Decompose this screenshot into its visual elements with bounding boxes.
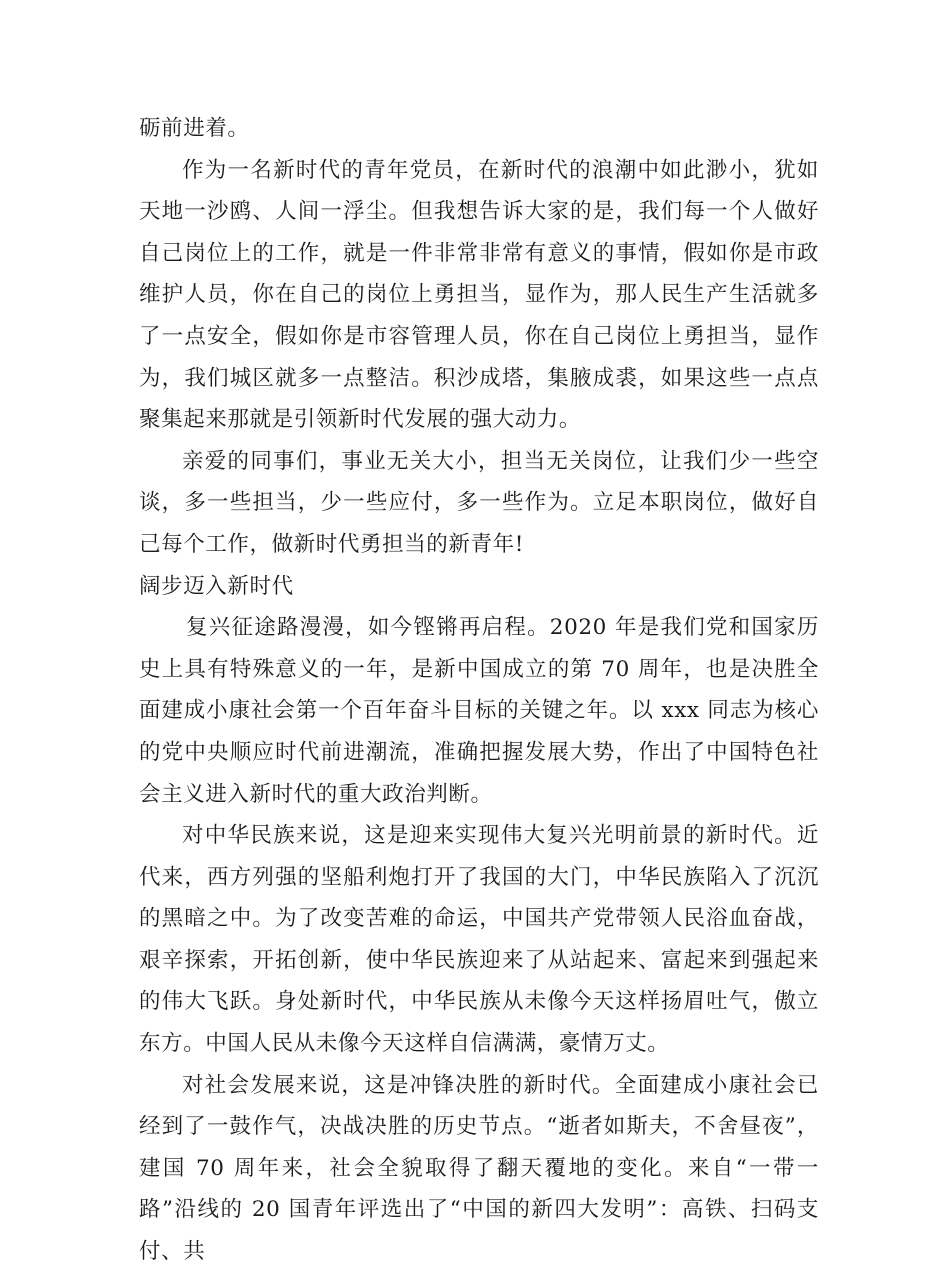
section-heading: 阔步迈入新时代 (139, 573, 294, 599)
document-body (139, 108, 819, 1273)
paragraph-dear-colleagues: 亲爱的同事们，事业无关大小，担当无关岗位，让我们少一些空谈，多一些担当，少一些应付，多一些作为。立足本职岗位，做好自己每个工作，做新时代勇担当的新青年! (139, 448, 819, 557)
paragraph-young-party-member: 作为一名新时代的青年党员，在新时代的浪潮中如此渺小，犹如天地一沙鸥、人间一浮尘。但我想告诉大家的是，我们每一个人做好自己岗位上的工作，就是一件非常非常有意义的事情，假如你是市政维护人员，你在自己的岗位上勇担当，显作为，那人民生产生活就多了一点安全，假如你是市容管理人员，你在自己岗位上勇担当，显作为，我们城区就多一点整洁。积沙成塔，集腋成裘，如果这些一点点聚集起来那就是引领新时代发展的强大动力。 (139, 157, 819, 433)
paragraph-revival-journey: 复兴征途路漫漫，如今铿锵再启程。2020 年是我们党和国家历史上具有特殊意义的一年，是新中国成立的第 70 周年，也是决胜全面建成小康社会第一个百年奋斗目标的关键之年。以 xxx 同志为核心的党中央顺应时代前进潮流，准确把握发展大势，作出了中国特色社会主义进入新时代的重大政治判断。 (139, 615, 819, 807)
paragraph-chinese-nation: 对中华民族来说，这是迎来实现伟大复兴光明前景的新时代。近代来，西方列强的坚船利炮打开了我国的大门，中华民族陷入了沉沉的黑暗之中。为了改变苦难的命运，中国共产党带领人民浴血奋战，艰辛探索，开拓创新，使中华民族迎来了从站起来、富起来到强起来的伟大飞跃。身处新时代，中华民族从未像今天这样扬眉吐气，傲立东方。中国人民从未像今天这样自信满满，豪情万丈。 (139, 823, 819, 1057)
paragraph-continuation: 砺前进着。 (139, 116, 250, 141)
paragraph-social-development: 对社会发展来说，这是冲锋决胜的新时代。全面建成小康社会已经到了一鼓作气，决战决胜的历史节点。“逝者如斯夫，不舍昼夜”，建国 70 周年来，社会全貌取得了翻天覆地的变化。来自“一带一路”沿线的 20 国青年评选出了“中国的新四大发明”：高铁、扫码支付、共 (139, 1072, 819, 1265)
